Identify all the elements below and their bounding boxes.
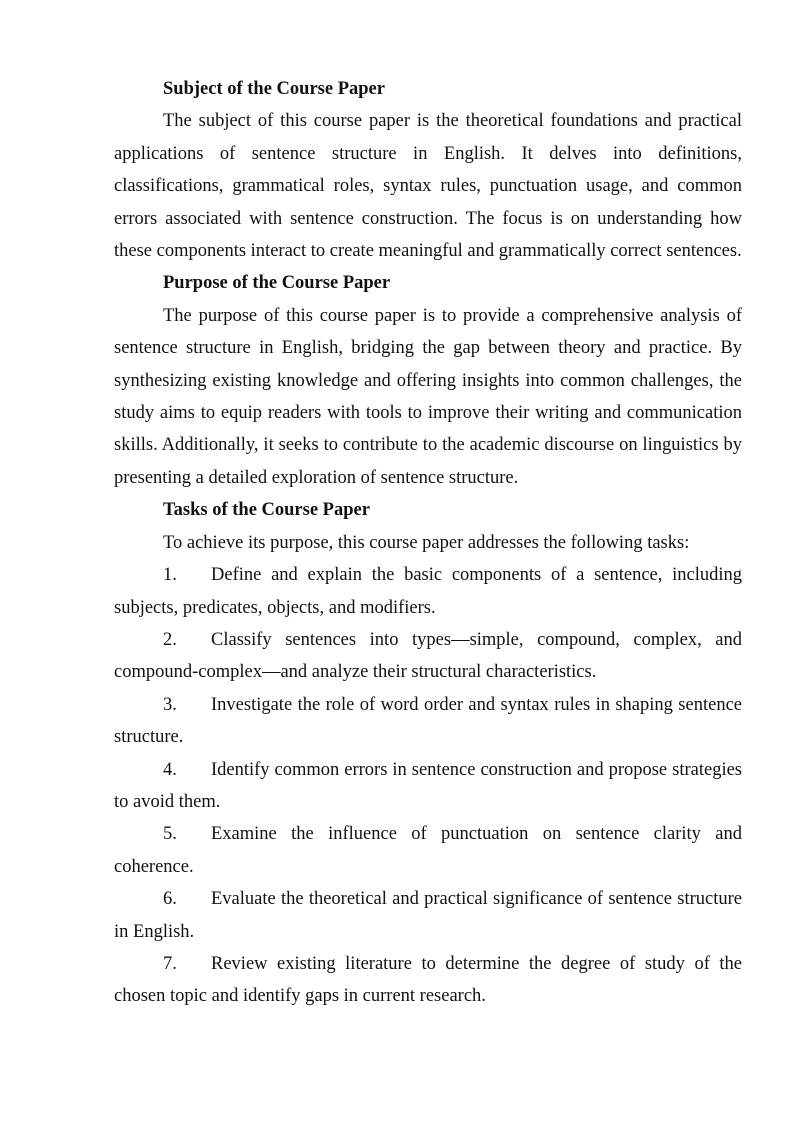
document-body	[114, 73, 742, 1013]
task-number: 4.	[163, 759, 177, 780]
section-heading-tasks: Tasks of the Course Paper	[163, 500, 370, 521]
task-number: 3.	[163, 694, 177, 715]
subject-paragraph: The subject of this course paper is the theoretical foundations and practical applications of sentence structure in English. It delves into definitions, classifications, grammatical roles, syntax rules, punctuation usage, and common errors associated with sentence construction. The focus is on understanding how these components interact to create meaningful and grammatically correct sentences.	[114, 111, 742, 262]
task-text: Evaluate the theoretical and practical significance of sentence structure in English.	[114, 889, 742, 942]
task-item	[114, 883, 742, 948]
task-text: Examine the influence of punctuation on sentence clarity and coherence.	[114, 824, 742, 877]
task-item	[114, 689, 742, 754]
task-number: 6.	[163, 889, 177, 910]
task-list	[114, 559, 742, 1013]
purpose-paragraph: The purpose of this course paper is to provide a comprehensive analysis of sentence structure in English, bridging the gap between theory and practice. By synthesizing existing knowledge and offering insights into common challenges, the study aims to equip readers with tools to improve their writing and communication skills. Additionally, it seeks to contribute to the academic discourse on linguistics by presenting a detailed exploration of sentence structure.	[114, 305, 742, 488]
task-number: 5.	[163, 824, 177, 845]
task-text: Review existing literature to determine the degree of study of the chosen topic and identify gaps in current research.	[114, 953, 742, 1007]
task-number: 2.	[163, 629, 177, 650]
task-item	[114, 818, 742, 883]
task-text: Investigate the role of word order and syntax rules in shaping sentence structure.	[114, 694, 742, 748]
task-text: Identify common errors in sentence construction and propose strategies to avoid them.	[114, 759, 742, 812]
tasks-intro-paragraph: To achieve its purpose, this course paper addresses the following tasks:	[163, 532, 690, 553]
task-item	[114, 559, 742, 624]
section-heading-purpose: Purpose of the Course Paper	[163, 273, 391, 294]
task-number: 7.	[163, 953, 177, 974]
task-item	[114, 948, 742, 1013]
task-item	[114, 754, 742, 819]
task-item	[114, 624, 742, 689]
task-text: Classify sentences into types—simple, compound, complex, and compound-complex—and analyze their structural characteristics.	[114, 629, 742, 683]
task-number: 1.	[163, 565, 177, 586]
task-text: Define and explain the basic components of a sentence, including subjects, predicates, objects, and modifiers.	[114, 565, 742, 618]
section-heading-subject: Subject of the Course Paper	[163, 79, 385, 99]
